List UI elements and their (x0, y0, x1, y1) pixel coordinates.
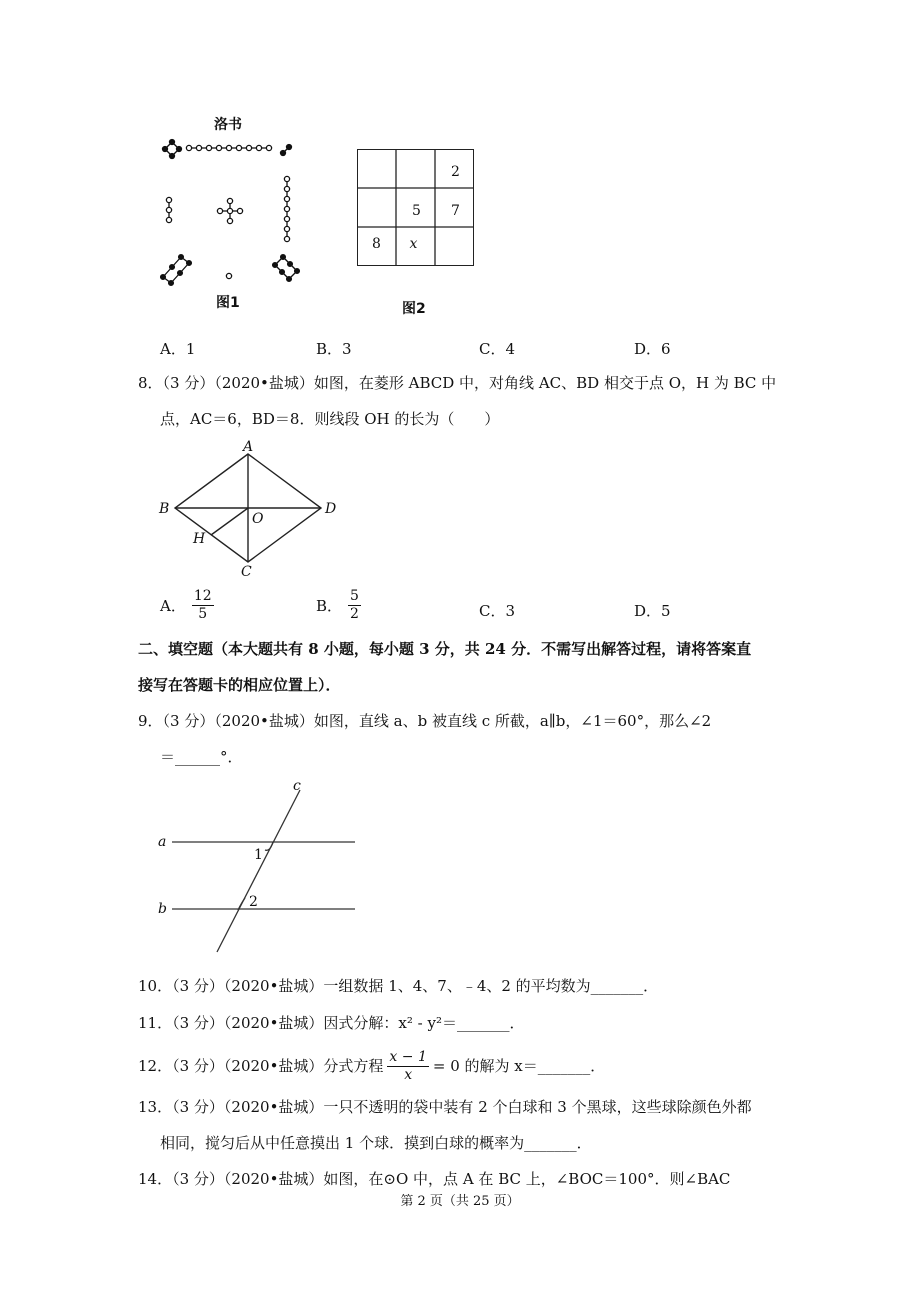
luoshu-group-4 (163, 140, 182, 159)
q7-option-d: D．6 (634, 340, 671, 358)
q8-option-a (160, 588, 214, 623)
q8-option-a-fraction (192, 588, 214, 623)
section2-heading-line2: 接写在答题卡的相应位置上）． (138, 676, 341, 694)
q9-text-line1: 9．（3 分）（2020•盐城）如图，直线 a、b 被直线 c 所截，a∥b，∠1＝60°，那么∠2 (138, 712, 712, 730)
section2-heading-line1: 二、填空题（本大题共有 8 小题，每小题 3 分，共 24 分．不需写出解答过程，请将答案直 (138, 640, 752, 658)
q10-text: 10．（3 分）（2020•盐城）一组数据 1、4、7、﹣4、2 的平均数为_______． (138, 977, 659, 995)
figure2-caption: 图2 (402, 301, 426, 317)
luoshu-group-9 (186, 145, 271, 150)
q7-option-c: C．4 (479, 340, 516, 358)
page-footer: 第 2 页（共 25 页） (400, 1194, 520, 1209)
angle-label-2: 2 (249, 894, 258, 910)
q13-text-line2: 相同，搅匀后从中任意摸出 1 个球．摸到白球的概率为_______． (160, 1134, 592, 1152)
q8-option-b-prefix: B． (316, 597, 343, 615)
line-label-c: c (293, 778, 301, 794)
grid-cell: 7 (451, 202, 460, 219)
angle-label-1: 1 (254, 847, 263, 863)
q14-text: 14．（3 分）（2020•盐城）如图，在⊙O 中，点 A 在 BC 上，∠BOC＝100°．则∠BAC (138, 1170, 731, 1188)
q8-option-b-fraction (348, 588, 361, 623)
q12-fraction (387, 1049, 428, 1084)
magic-square-grid (357, 149, 474, 266)
q12-text (138, 1044, 605, 1088)
grid-cell: 5 (412, 202, 421, 219)
fraction-denominator: 2 (350, 606, 359, 622)
rhombus-label-d: D (325, 501, 337, 517)
luoshu-group-3 (166, 197, 171, 222)
grid-cell: x (409, 235, 418, 252)
rhombus-label-h: H (193, 531, 206, 547)
rhombus-label-o: O (252, 511, 264, 527)
q12-suffix: = 0 的解为 x＝_______． (432, 1057, 606, 1075)
rhombus-label-b: B (159, 501, 170, 517)
fraction-numerator: 12 (193, 588, 212, 604)
q7-option-a: A．1 (160, 340, 196, 358)
q8-text-line2: 点，AC＝6，BD＝8．则线段 OH 的长为（ ） (160, 410, 500, 428)
luoshu-group-2 (281, 145, 292, 156)
luoshu-group-7 (284, 176, 289, 241)
q8-text-line1: 8．（3 分）（2020•盐城）如图，在菱形 ABCD 中，对角线 AC、BD 相交于点 O，H 为 BC 中 (138, 374, 777, 392)
rhombus-figure (155, 436, 350, 581)
q13-text-line1: 13．（3 分）（2020•盐城）一只不透明的袋中装有 2 个白球和 3 个黑球，这些球除颜色外都 (138, 1098, 752, 1116)
luoshu-dot-diagram (155, 135, 305, 295)
q7-option-b: B．3 (316, 340, 352, 358)
q11-text: 11．（3 分）（2020•盐城）因式分解：x² - y²＝_______． (138, 1014, 525, 1032)
q9-text-line2: ＝______°． (160, 748, 243, 766)
grid-cell: 8 (372, 235, 381, 252)
luoshu-group-1 (226, 273, 231, 278)
fraction-denominator: x (404, 1066, 413, 1083)
fraction-denominator: 5 (198, 606, 208, 622)
rhombus-label-a: A (243, 439, 254, 455)
q8-option-a-prefix: A． (160, 597, 186, 615)
luoshu-group-5 (217, 198, 242, 223)
grid-cell: 2 (451, 163, 460, 180)
fraction-numerator: x − 1 (389, 1048, 427, 1065)
q12-prefix: 12．（3 分）（2020•盐城）分式方程 (138, 1057, 384, 1075)
luoshu-group-8 (161, 255, 192, 286)
figure1-title: 洛书 (214, 117, 242, 133)
q8-option-b (316, 588, 361, 623)
parallel-lines-figure (155, 778, 360, 956)
fraction-numerator: 5 (350, 588, 359, 604)
figure1-caption: 图1 (216, 295, 240, 311)
q8-option-d: D．5 (634, 602, 671, 620)
luoshu-group-6 (273, 255, 300, 282)
line-label-a: a (158, 834, 167, 850)
line-label-b: b (158, 901, 167, 917)
rhombus-label-c: C (241, 564, 252, 580)
q8-option-c: C．3 (479, 602, 516, 620)
